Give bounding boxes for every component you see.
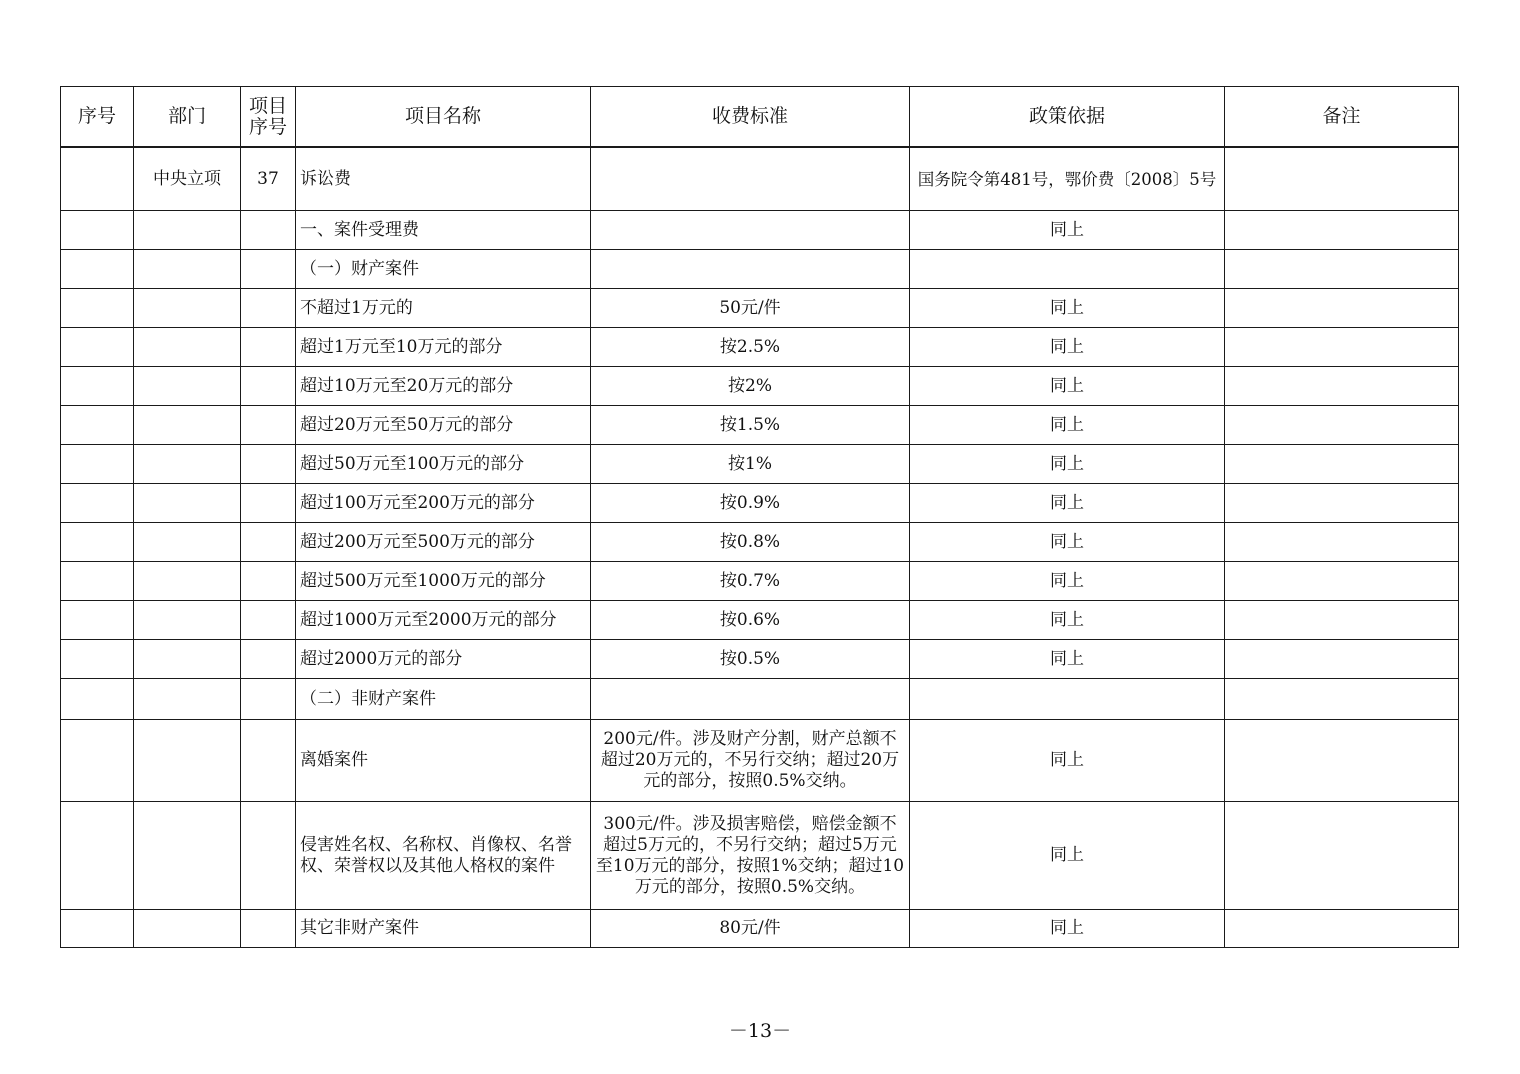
cell-dept: [134, 910, 241, 948]
cell-policy: 同上: [910, 484, 1225, 523]
cell-dept: [134, 802, 241, 910]
cell-dept: [134, 289, 241, 328]
cell-name: 超过50万元至100万元的部分: [296, 445, 591, 484]
cell-standard: 按0.7%: [591, 562, 910, 601]
cell-seq: [61, 640, 134, 679]
cell-item-seq: [241, 250, 296, 289]
cell-name: 超过200万元至500万元的部分: [296, 523, 591, 562]
cell-policy: 同上: [910, 910, 1225, 948]
table-row: [61, 484, 1459, 523]
cell-remark: [1225, 211, 1459, 250]
header-remark: 备注: [1225, 87, 1459, 148]
cell-policy: 同上: [910, 601, 1225, 640]
cell-seq: [61, 910, 134, 948]
cell-dept: [134, 679, 241, 720]
cell-policy: 同上: [910, 562, 1225, 601]
table-row: [61, 523, 1459, 562]
cell-standard: 按2.5%: [591, 328, 910, 367]
cell-remark: [1225, 406, 1459, 445]
cell-dept: 中央立项: [134, 147, 241, 211]
table-row: [61, 562, 1459, 601]
cell-standard: 50元/件: [591, 289, 910, 328]
table-row: [61, 910, 1459, 948]
cell-dept: [134, 406, 241, 445]
fee-table: [60, 86, 1459, 948]
cell-seq: [61, 523, 134, 562]
cell-policy: 同上: [910, 445, 1225, 484]
cell-remark: [1225, 147, 1459, 211]
cell-dept: [134, 211, 241, 250]
cell-standard: [591, 147, 910, 211]
header-standard: 收费标准: [591, 87, 910, 148]
cell-policy: 国务院令第481号，鄂价费〔2008〕5号: [910, 147, 1225, 211]
cell-seq: [61, 289, 134, 328]
cell-remark: [1225, 484, 1459, 523]
table-row: [61, 679, 1459, 720]
cell-policy: 同上: [910, 802, 1225, 910]
cell-seq: [61, 147, 134, 211]
cell-standard: 按0.9%: [591, 484, 910, 523]
cell-policy: [910, 679, 1225, 720]
cell-remark: [1225, 250, 1459, 289]
cell-remark: [1225, 523, 1459, 562]
cell-policy: 同上: [910, 289, 1225, 328]
cell-remark: [1225, 367, 1459, 406]
cell-dept: [134, 562, 241, 601]
cell-standard: 按2%: [591, 367, 910, 406]
cell-standard: 300元/件。涉及损害赔偿，赔偿金额不超过5万元的，不另行交纳；超过5万元至10万元的部分，按照1%交纳；超过10万元的部分，按照0.5%交纳。: [591, 802, 910, 910]
cell-policy: 同上: [910, 211, 1225, 250]
cell-dept: [134, 601, 241, 640]
cell-policy: 同上: [910, 523, 1225, 562]
cell-item-seq: [241, 328, 296, 367]
cell-name: 超过10万元至20万元的部分: [296, 367, 591, 406]
cell-seq: [61, 445, 134, 484]
cell-name: 超过2000万元的部分: [296, 640, 591, 679]
cell-standard: [591, 250, 910, 289]
cell-item-seq: [241, 367, 296, 406]
cell-dept: [134, 328, 241, 367]
cell-seq: [61, 720, 134, 802]
table-row: [61, 328, 1459, 367]
cell-standard: 按0.6%: [591, 601, 910, 640]
cell-remark: [1225, 679, 1459, 720]
cell-policy: 同上: [910, 328, 1225, 367]
cell-item-seq: [241, 523, 296, 562]
cell-name: 一、案件受理费: [296, 211, 591, 250]
cell-item-seq: [241, 289, 296, 328]
cell-remark: [1225, 562, 1459, 601]
cell-remark: [1225, 445, 1459, 484]
cell-dept: [134, 720, 241, 802]
table-row: [61, 445, 1459, 484]
cell-remark: [1225, 802, 1459, 910]
cell-dept: [134, 484, 241, 523]
cell-seq: [61, 211, 134, 250]
table-row: [61, 720, 1459, 802]
cell-policy: 同上: [910, 367, 1225, 406]
table-row: [61, 289, 1459, 328]
cell-item-seq: 37: [241, 147, 296, 211]
cell-item-seq: [241, 406, 296, 445]
cell-remark: [1225, 328, 1459, 367]
cell-name: 侵害姓名权、名称权、肖像权、名誉权、荣誉权以及其他人格权的案件: [296, 802, 591, 910]
table-row: [61, 406, 1459, 445]
cell-item-seq: [241, 679, 296, 720]
cell-seq: [61, 250, 134, 289]
cell-seq: [61, 484, 134, 523]
table-row: [61, 250, 1459, 289]
cell-item-seq: [241, 601, 296, 640]
page-number: －13－: [728, 1020, 792, 1042]
cell-seq: [61, 601, 134, 640]
table-row: [61, 147, 1459, 211]
header-policy: 政策依据: [910, 87, 1225, 148]
cell-policy: [910, 250, 1225, 289]
cell-remark: [1225, 720, 1459, 802]
table-row: [61, 367, 1459, 406]
cell-standard: 200元/件。涉及财产分割，财产总额不超过20万元的，不另行交纳；超过20万元的部分，按照0.5%交纳。: [591, 720, 910, 802]
cell-seq: [61, 802, 134, 910]
cell-name: 离婚案件: [296, 720, 591, 802]
cell-name: 其它非财产案件: [296, 910, 591, 948]
cell-name: 超过1万元至10万元的部分: [296, 328, 591, 367]
cell-seq: [61, 562, 134, 601]
cell-remark: [1225, 640, 1459, 679]
header-seq: 序号: [61, 87, 134, 148]
cell-standard: 按1.5%: [591, 406, 910, 445]
cell-policy: 同上: [910, 720, 1225, 802]
table-row: [61, 211, 1459, 250]
cell-item-seq: [241, 484, 296, 523]
cell-name: 不超过1万元的: [296, 289, 591, 328]
cell-dept: [134, 445, 241, 484]
cell-item-seq: [241, 211, 296, 250]
header-item-seq-line1: 项目: [248, 94, 287, 117]
cell-standard: 80元/件: [591, 910, 910, 948]
table-header-row: [61, 87, 1459, 148]
cell-item-seq: [241, 640, 296, 679]
cell-name: 超过20万元至50万元的部分: [296, 406, 591, 445]
cell-dept: [134, 523, 241, 562]
cell-standard: 按0.5%: [591, 640, 910, 679]
cell-name: （二）非财产案件: [296, 679, 591, 720]
cell-dept: [134, 367, 241, 406]
cell-standard: 按0.8%: [591, 523, 910, 562]
header-dept: 部门: [134, 87, 241, 148]
cell-standard: [591, 211, 910, 250]
cell-item-seq: [241, 720, 296, 802]
cell-dept: [134, 640, 241, 679]
table-row: [61, 640, 1459, 679]
cell-policy: 同上: [910, 406, 1225, 445]
cell-seq: [61, 328, 134, 367]
cell-seq: [61, 406, 134, 445]
cell-standard: [591, 679, 910, 720]
cell-remark: [1225, 289, 1459, 328]
cell-name: 超过500万元至1000万元的部分: [296, 562, 591, 601]
cell-standard: 按1%: [591, 445, 910, 484]
table-row: [61, 601, 1459, 640]
cell-dept: [134, 250, 241, 289]
header-item-seq: [241, 87, 296, 148]
header-name: 项目名称: [296, 87, 591, 148]
cell-item-seq: [241, 445, 296, 484]
cell-name: 超过100万元至200万元的部分: [296, 484, 591, 523]
table-row: [61, 802, 1459, 910]
header-item-seq-line2: 序号: [248, 115, 287, 138]
cell-name: （一）财产案件: [296, 250, 591, 289]
cell-seq: [61, 679, 134, 720]
cell-policy: 同上: [910, 640, 1225, 679]
cell-item-seq: [241, 910, 296, 948]
cell-item-seq: [241, 802, 296, 910]
cell-remark: [1225, 910, 1459, 948]
cell-remark: [1225, 601, 1459, 640]
cell-seq: [61, 367, 134, 406]
cell-name: 超过1000万元至2000万元的部分: [296, 601, 591, 640]
cell-name: 诉讼费: [296, 147, 591, 211]
cell-item-seq: [241, 562, 296, 601]
